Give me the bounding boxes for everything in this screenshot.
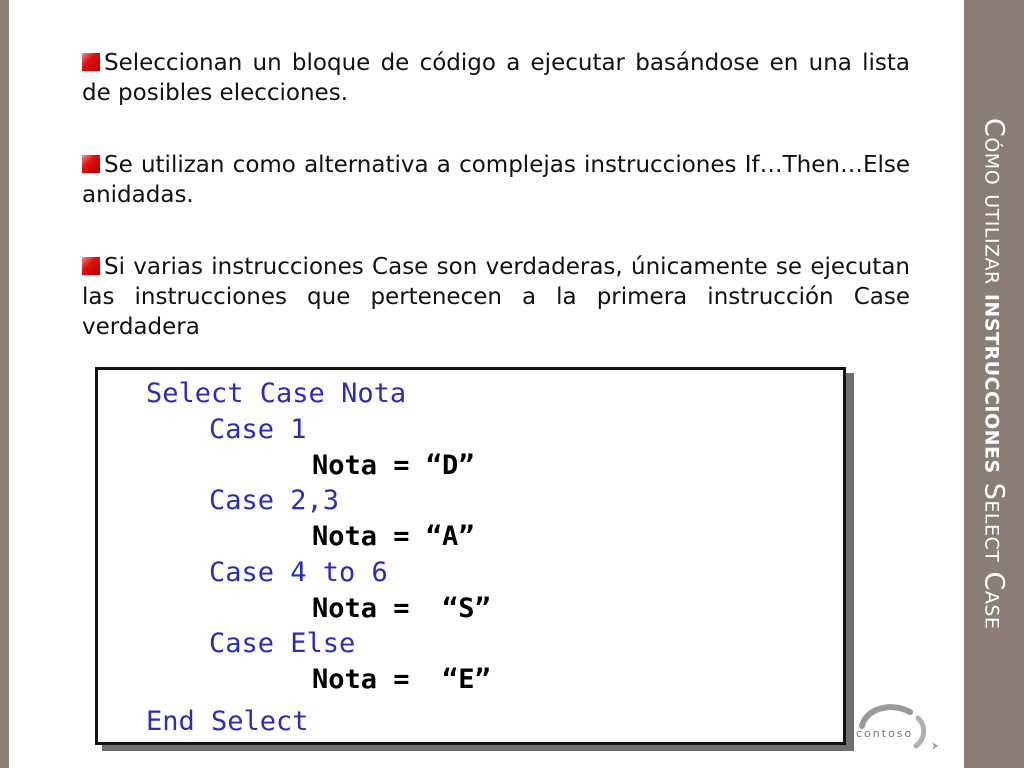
code-line: Nota = “E”: [312, 664, 491, 695]
code-line: Nota = “A”: [312, 521, 475, 552]
bullet-text: Seleccionan un bloque de código a ejecutar basándose en una lista de posibles elecciones.: [82, 50, 910, 106]
bullet-text: Se utilizan como alternativa a complejas instrucciones If…Then…Else anidadas.: [82, 152, 910, 208]
bullet-list: [82, 48, 910, 384]
bullet-text: Si varias instrucciones Case son verdaderas, únicamente se ejecutan las instrucciones que pertenecen a la primera instrucción Case verdadera: [82, 254, 910, 340]
code-line: Case 1: [209, 414, 307, 445]
code-line: Select Case Nota: [146, 378, 407, 409]
code-box: [95, 367, 846, 745]
code-line: Nota = “D”: [312, 450, 475, 481]
code-line: Nota = “S”: [312, 593, 491, 624]
left-edge-band: [0, 0, 9, 768]
code-line: End Select: [146, 706, 309, 737]
bullet-item: [82, 150, 910, 210]
side-title-band: [964, 0, 1024, 768]
code-line: Case Else: [209, 628, 356, 659]
bullet-item: [82, 48, 910, 108]
code-line: Case 2,3: [209, 485, 340, 516]
bullet-item: [82, 252, 910, 342]
logo-text: contoso: [856, 727, 914, 740]
bullet-square-icon: [82, 53, 100, 71]
bullet-square-icon: [82, 155, 100, 173]
bullet-square-icon: [82, 257, 100, 275]
slide-title: Cómo utilizar instrucciones Select Case: [978, 118, 1010, 630]
code-line: Case 4 to 6: [209, 557, 388, 588]
